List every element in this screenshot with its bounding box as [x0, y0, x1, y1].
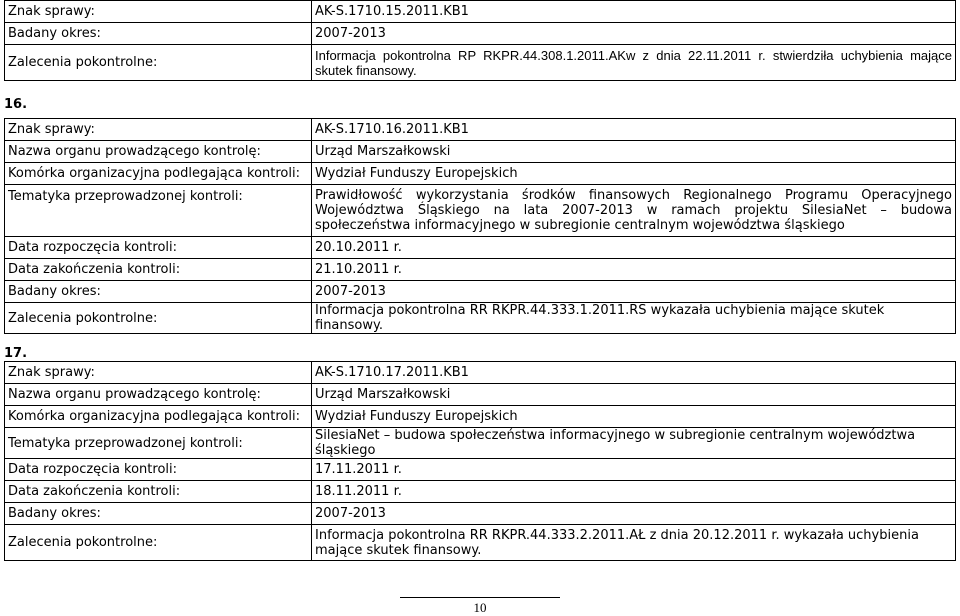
table-row [5, 163, 956, 185]
data-rozpoczecia-value: 17.11.2011 r. [312, 459, 956, 481]
tematyka-value: Prawidłowość wykorzystania środków finansowych Regionalnego Programu Operacyjnego Województwa Śląskiego na lata 2007-2013 w ramach projektu SilesiaNet – budowa społeczeństwa informacyjnego w subregionie centralnym województwa śląskiego [312, 185, 956, 237]
organ-value: Urząd Marszałkowski [312, 141, 956, 163]
table-row [5, 23, 956, 45]
komorka-label: Komórka organizacyjna podlegająca kontroli: [5, 406, 312, 428]
badany-okres-value: 2007-2013 [312, 503, 956, 525]
znak-sprawy-value: AK-S.1710.15.2011.KB1 [312, 1, 956, 23]
section-15-table [4, 0, 956, 81]
table-row [5, 1, 956, 23]
zalecenia-value: Informacja pokontrolna RR RKPR.44.333.2.2011.AŁ z dnia 20.12.2011 r. wykazała uchybienia mające skutek finansowy. [312, 525, 956, 561]
table-row [5, 362, 956, 384]
data-zakonczenia-label: Data zakończenia kontroli: [5, 481, 312, 503]
table-row [5, 525, 956, 561]
zalecenia-label: Zalecenia pokontrolne: [5, 303, 312, 334]
table-row [5, 406, 956, 428]
section-17-number: 17. [4, 346, 28, 361]
section-16-table [4, 118, 956, 334]
organ-value: Urząd Marszałkowski [312, 384, 956, 406]
tematyka-label: Tematyka przeprowadzonej kontroli: [5, 428, 312, 459]
data-rozpoczecia-label: Data rozpoczęcia kontroli: [5, 237, 312, 259]
table-row [5, 303, 956, 334]
table-row [5, 281, 956, 303]
zalecenia-label: Zalecenia pokontrolne: [5, 525, 312, 561]
table-row [5, 384, 956, 406]
data-zakonczenia-label: Data zakończenia kontroli: [5, 259, 312, 281]
footer-divider [400, 597, 560, 598]
organ-label: Nazwa organu prowadzącego kontrolę: [5, 141, 312, 163]
tematyka-value: SilesiaNet – budowa społeczeństwa informacyjnego w subregionie centralnym województwa śląskiego [312, 428, 956, 459]
table-row [5, 459, 956, 481]
table-row [5, 503, 956, 525]
table-row [5, 259, 956, 281]
table-row [5, 45, 956, 81]
znak-sprawy-label: Znak sprawy: [5, 1, 312, 23]
znak-sprawy-value: AK-S.1710.17.2011.KB1 [312, 362, 956, 384]
data-rozpoczecia-label: Data rozpoczęcia kontroli: [5, 459, 312, 481]
section-17-table [4, 361, 956, 561]
znak-sprawy-label: Znak sprawy: [5, 119, 312, 141]
table-row [5, 141, 956, 163]
badany-okres-value: 2007-2013 [312, 281, 956, 303]
data-zakonczenia-value: 18.11.2011 r. [312, 481, 956, 503]
zalecenia-value: Informacja pokontrolna RP RKPR.44.308.1.2011.AKw z dnia 22.11.2011 r. stwierdziła uchybienia mające skutek finansowy. [312, 45, 956, 81]
komorka-label: Komórka organizacyjna podlegająca kontroli: [5, 163, 312, 185]
table-row [5, 119, 956, 141]
table-row [5, 237, 956, 259]
znak-sprawy-value: AK-S.1710.16.2011.KB1 [312, 119, 956, 141]
komorka-value: Wydział Funduszy Europejskich [312, 406, 956, 428]
organ-label: Nazwa organu prowadzącego kontrolę: [5, 384, 312, 406]
badany-okres-value: 2007-2013 [312, 23, 956, 45]
data-zakonczenia-value: 21.10.2011 r. [312, 259, 956, 281]
section-16-number: 16. [4, 97, 28, 112]
table-row [5, 481, 956, 503]
tematyka-label: Tematyka przeprowadzonej kontroli: [5, 185, 312, 237]
data-rozpoczecia-value: 20.10.2011 r. [312, 237, 956, 259]
zalecenia-label: Zalecenia pokontrolne: [5, 45, 312, 81]
znak-sprawy-label: Znak sprawy: [5, 362, 312, 384]
zalecenia-value: Informacja pokontrolna RR RKPR.44.333.1.2011.RS wykazała uchybienia mające skutek finansowy. [312, 303, 956, 334]
page-number: 10 [473, 600, 487, 615]
table-row [5, 428, 956, 459]
badany-okres-label: Badany okres: [5, 23, 312, 45]
komorka-value: Wydział Funduszy Europejskich [312, 163, 956, 185]
badany-okres-label: Badany okres: [5, 281, 312, 303]
badany-okres-label: Badany okres: [5, 503, 312, 525]
table-row [5, 185, 956, 237]
